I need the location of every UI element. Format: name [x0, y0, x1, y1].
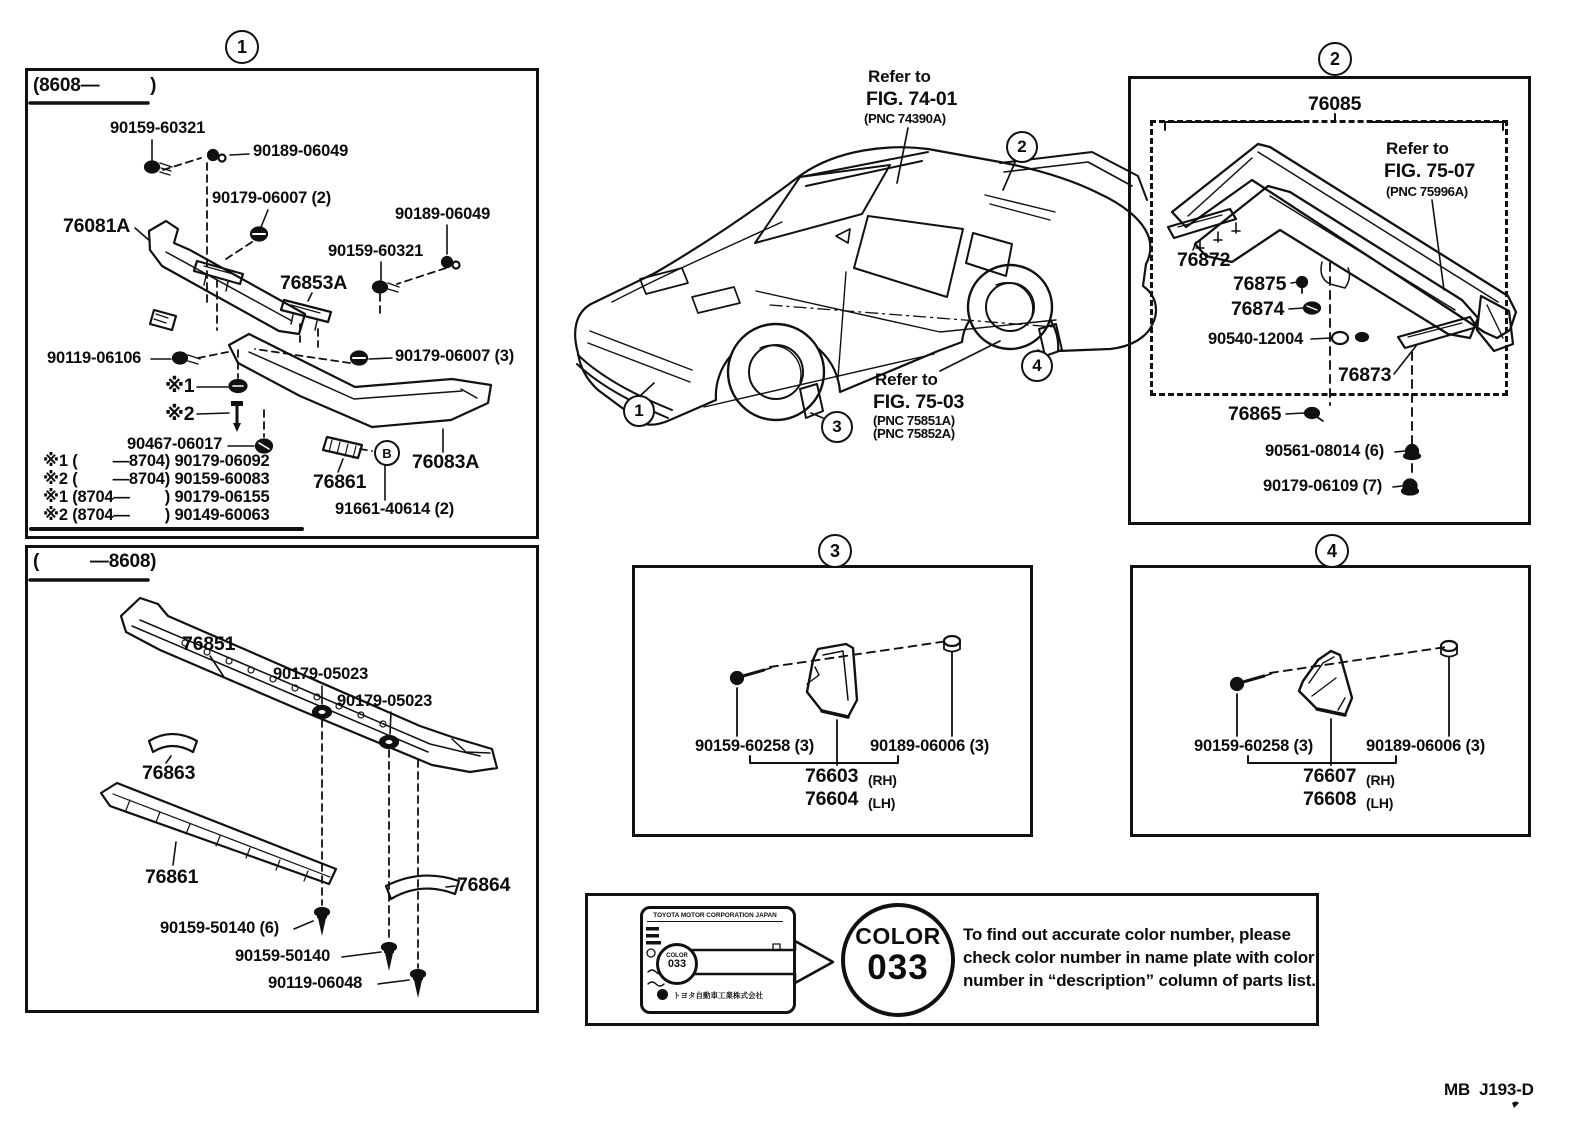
refer-side-line4: (PNC 75852A) [873, 426, 955, 441]
part-label-90540-12004: 90540-12004 [1208, 330, 1304, 348]
part-label-76603-rh: (RH) [868, 772, 897, 788]
refer-side-line1: Refer to [875, 370, 938, 389]
balloon-4-label: 4 [1326, 540, 1337, 561]
balloon-1-label: 1 [236, 36, 247, 57]
part-label-90561-08014: 90561-08014 (6) [1265, 442, 1385, 460]
note-row: ※2 ( —8704) 90159-60083 [43, 470, 270, 488]
box2-date-range: ( —8608) [33, 551, 157, 572]
name-plate-color-code: 033 [667, 958, 687, 970]
note-row: ※1 ( —8704) 90179-06092 [43, 452, 270, 470]
balloon-3-top [818, 534, 852, 568]
part-label-90119-06106: 90119-06106 [47, 349, 142, 367]
color-badge-code: 033 [867, 948, 929, 987]
part-label-90159-60258-f: 90159-60258 (3) [695, 737, 815, 755]
part-label-90179-06109: 90179-06109 (7) [1263, 477, 1383, 495]
part-label-76607: 76607 [1303, 765, 1357, 787]
balloon-3-car [821, 411, 853, 443]
part-label-90179-06007-2: 90179-06007 (2) [212, 189, 332, 207]
name-plate-color-word: COLOR [666, 953, 688, 959]
refer-side-line2: FIG. 75-03 [873, 391, 965, 413]
refer-roof-line1: Refer to [868, 67, 931, 86]
balloon-2-top [1318, 42, 1352, 76]
part-label-90189-06049-b: 90189-06049 [395, 205, 491, 223]
refer-roof-line2: FIG. 74-01 [866, 88, 958, 110]
part-label-76861-b: 76861 [145, 866, 199, 888]
ref-mark-1: ※1 [165, 375, 195, 397]
balloon-4-car-label: 4 [1032, 356, 1042, 375]
part-label-76861: 76861 [313, 471, 367, 493]
part-label-76851: 76851 [182, 633, 236, 655]
balloon-b-label: B [382, 445, 392, 461]
part-label-90159-50140: 90159-50140 [235, 947, 331, 965]
part-label-76865: 76865 [1228, 403, 1282, 425]
part-label-76864: 76864 [457, 874, 511, 896]
part-label-90189-06006-f: 90189-06006 (3) [870, 737, 990, 755]
refer-spoiler-line1: Refer to [1386, 139, 1449, 158]
part-label-90159-60258-r: 90159-60258 (3) [1194, 737, 1314, 755]
part-label-76608: 76608 [1303, 788, 1357, 810]
balloon-3-label: 3 [829, 540, 840, 561]
refer-side-line3: (PNC 75851A) [873, 413, 955, 428]
part-label-76081A: 76081A [63, 215, 131, 237]
part-label-76083A: 76083A [412, 451, 480, 473]
part-label-91661-40614: 91661-40614 (2) [335, 500, 455, 518]
part-label-76873: 76873 [1338, 364, 1392, 386]
part-label-90119-06048: 90119-06048 [268, 974, 363, 992]
balloon-4-top [1315, 534, 1349, 568]
balloon-1-car-label: 1 [634, 401, 644, 420]
part-label-76603: 76603 [805, 765, 859, 787]
part-label-90159-50140-6: 90159-50140 (6) [160, 919, 280, 937]
part-label-76604: 76604 [805, 788, 859, 810]
part-label-76863: 76863 [142, 762, 196, 784]
part-label-90189-06006-r: 90189-06006 (3) [1366, 737, 1486, 755]
name-plate-logo-dot [657, 989, 668, 1000]
balloon-2-car-label: 2 [1017, 137, 1027, 156]
note-row: ※2 (8704— ) 90149-60063 [43, 506, 270, 524]
balloon-3-car-label: 3 [832, 417, 842, 436]
part-label-76085: 76085 [1308, 93, 1362, 115]
note-row: ※1 (8704— ) 90179-06155 [43, 488, 270, 506]
page-code: MB J193-D [1444, 1080, 1534, 1099]
part-label-90159-60321: 90159-60321 [110, 119, 206, 137]
refer-roof-line3: (PNC 74390A) [864, 111, 946, 126]
balloon-1-car [623, 395, 655, 427]
part-label-90467-06017: 90467-06017 [127, 435, 223, 453]
refer-spoiler-line3: (PNC 75996A) [1386, 184, 1468, 199]
color-badge-word: COLOR [855, 923, 941, 949]
part-label-76608-lh: (LH) [1366, 795, 1394, 811]
refer-spoiler-line2: FIG. 75-07 [1384, 160, 1476, 182]
color-note-line2: check color number in name plate with color [963, 948, 1315, 967]
name-plate-title: TOYOTA MOTOR CORPORATION JAPAN [647, 912, 783, 922]
balloon-4-car [1021, 350, 1053, 382]
balloon-b [374, 440, 400, 466]
box-front-spoiler-early [25, 545, 539, 1013]
part-label-76607-rh: (RH) [1366, 772, 1395, 788]
color-badge [841, 903, 955, 1017]
part-label-90179-05023: 90179-05023 [273, 665, 369, 683]
color-note-line3: number in “description” column of parts list. [963, 971, 1316, 990]
part-label-90179-05023-b: 90179-05023 [337, 692, 433, 710]
part-label-76853A: 76853A [280, 272, 348, 294]
part-label-90179-06007-3: 90179-06007 (3) [395, 347, 515, 365]
ref-mark-2: ※2 [165, 403, 195, 425]
part-label-90189-06049: 90189-06049 [253, 142, 349, 160]
part-label-76604-lh: (LH) [868, 795, 896, 811]
part-label-90159-60321-b: 90159-60321 [328, 242, 424, 260]
part-label-76875: 76875 [1233, 273, 1287, 295]
balloon-1-top [225, 30, 259, 64]
name-plate-color-circle [656, 943, 698, 985]
part-label-76872: 76872 [1177, 249, 1231, 271]
balloon-2-car [1006, 131, 1038, 163]
box1-date-range: (8608— ) [33, 75, 157, 96]
name-plate [640, 906, 796, 1014]
balloon-2-label: 2 [1329, 48, 1340, 69]
color-note-line1: To find out accurate color number, please [963, 925, 1291, 944]
name-plate-company: トヨタ自動車工業株式会社 [673, 991, 763, 1000]
part-label-76874: 76874 [1231, 298, 1285, 320]
